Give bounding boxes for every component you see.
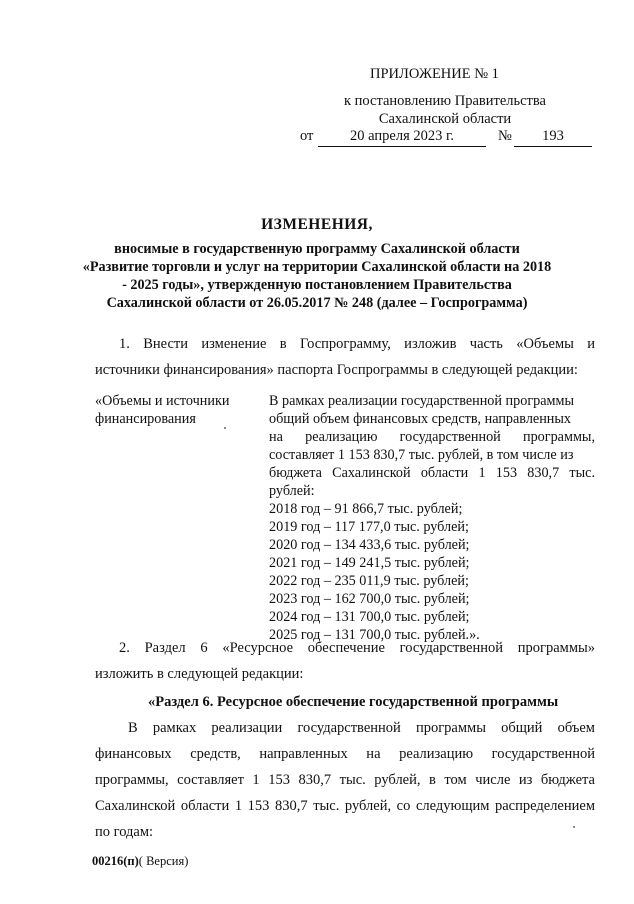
document-subtitle <box>0 240 634 312</box>
section6-heading: «Раздел 6. Ресурсное обеспечение государственной программы <box>148 694 559 710</box>
section6-line5: по годам: <box>95 824 154 840</box>
scan-speck <box>224 427 226 429</box>
decree-date: 20 апреля 2023 г. <box>350 128 454 144</box>
funding-text-line: составляет 1 153 830,7 тыс. рублей, в том числе из <box>269 447 574 463</box>
year-funding-line: 2018 год – 91 866,7 тыс. рублей; <box>269 501 463 517</box>
section6-line4: Сахалинской области 1 153 830,7 тыс. рублей, со следующим распределением <box>95 798 595 814</box>
section6-line2: финансовых средств, направленных на реализацию государственной <box>95 746 595 762</box>
item2-line2: изложить в следующей редакции: <box>95 666 304 682</box>
subtitle-line: Сахалинской области от 26.05.2017 № 248 (далее – Госпрограмма) <box>106 295 528 311</box>
item2-line1: 2. Раздел 6 «Ресурсное обеспечение государственной программы» <box>119 640 595 656</box>
to-decree-block <box>333 92 557 128</box>
year-funding-line: 2023 год – 162 700,0 тыс. рублей; <box>269 591 470 607</box>
item1-line2: источники финансирования» паспорта Госпрограммы в следующей редакции: <box>95 362 578 378</box>
year-funding-line: 2022 год – 235 011,9 тыс. рублей; <box>269 573 469 589</box>
table-left-line: финансирования <box>95 411 196 427</box>
funding-text-line: В рамках реализации государственной программы <box>269 393 575 409</box>
funding-text-line: бюджета Сахалинской области 1 153 830,7 тыс. <box>269 465 595 481</box>
from-label: от <box>300 128 314 144</box>
section6-line3: программы, составляет 1 153 830,7 тыс. рублей, в том числе из бюджета <box>95 772 595 788</box>
decree-number: 193 <box>542 128 564 144</box>
subtitle-line: вносимые в государственную программу Сахалинской области <box>114 241 520 257</box>
to-decree-line: Сахалинской области <box>378 111 512 127</box>
document-code: 00216(п) <box>92 854 139 868</box>
scan-speck <box>573 826 575 828</box>
table-right-cell <box>269 392 595 644</box>
section6-line1: В рамках реализации государственной программы общий объем <box>128 720 595 736</box>
number-label: № <box>498 128 512 144</box>
subtitle-line: - 2025 годы», утвержденную постановлением Правительства <box>122 277 512 293</box>
date-field <box>318 128 486 147</box>
number-field <box>514 128 592 147</box>
funding-text-line: на реализацию государственной программы, <box>269 429 595 445</box>
year-funding-line: 2021 год – 149 241,5 тыс. рублей; <box>269 555 470 571</box>
document-version: ( Версия) <box>138 854 189 868</box>
decree-date-row <box>300 128 596 148</box>
year-funding-line: 2025 год – 131 700,0 тыс. рублей.». <box>269 627 480 643</box>
year-funding-line: 2019 год – 117 177,0 тыс. рублей; <box>269 519 469 535</box>
appendix-label: ПРИЛОЖЕНИЕ № 1 <box>370 66 499 82</box>
table-left-cell <box>95 392 245 428</box>
year-funding-line: 2024 год – 131 700,0 тыс. рублей; <box>269 609 470 625</box>
subtitle-line: «Развитие торговли и услуг на территории Сахалинской области на 2018 <box>82 259 552 275</box>
funding-text-line: рублей: <box>269 483 315 499</box>
table-left-line: «Объемы и источники <box>95 393 230 409</box>
item1-line1: 1. Внести изменение в Госпрограмму, изложив часть «Объемы и <box>119 336 595 352</box>
document-footer <box>92 854 188 869</box>
funding-text-line: общий объем финансовых средств, направленных <box>269 411 572 427</box>
document-title: ИЗМЕНЕНИЯ, <box>261 216 373 233</box>
year-funding-line: 2020 год – 134 433,6 тыс. рублей; <box>269 537 470 553</box>
to-decree-line: к постановлению Правительства <box>344 93 546 109</box>
